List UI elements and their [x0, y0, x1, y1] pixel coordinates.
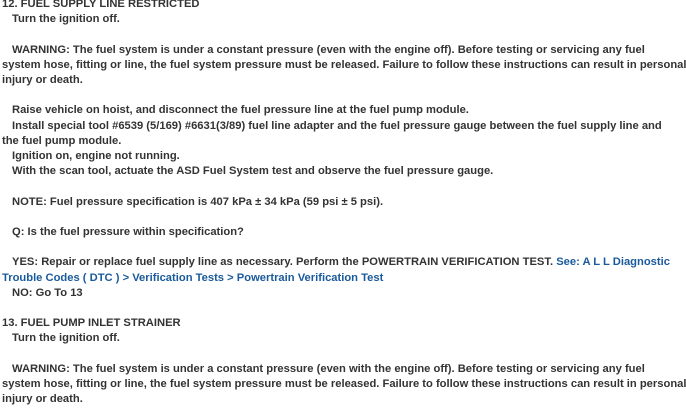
step-12-warning-line-1: WARNING: The fuel system is under a constant pressure (even with the engine off). Before testing or servicing any fuel [12, 43, 645, 56]
step-12-heading: 12. FUEL SUPPLY LINE RESTRICTED [2, 0, 200, 10]
step-13-warning-line-3: injury or death. [2, 393, 83, 406]
step-12-instruction-1: Raise vehicle on hoist, and disconnect the fuel pressure line at the fuel pump module. [12, 104, 469, 117]
diagnostic-link-part-1[interactable]: See: A L L Diagnostic [556, 256, 670, 269]
document-body [2, 0, 686, 407]
spacer [2, 179, 642, 194]
step-13-warning-line-2: system hose, fitting or line, the fuel system pressure must be released. Failure to follow these instructions can result in personal [2, 377, 686, 390]
step-13-action: Turn the ignition off. [12, 332, 120, 345]
spacer [2, 27, 642, 42]
step-12-yes-link-line-2 [2, 271, 642, 286]
step-12-instruction-3: Ignition on, engine not running. [12, 150, 180, 162]
step-12-no-answer: NO: Go To 13 [12, 286, 83, 299]
step-12-instruction-2-line-2: the fuel pump module. [2, 134, 122, 147]
step-12-note: NOTE: Fuel pressure specification is 407 kPa ± 34 kPa (59 psi ± 5 psi). [12, 195, 384, 208]
diagnostic-link-part-2[interactable]: Trouble Codes ( DTC ) > Verification Tests > Powertrain Verification Test [2, 271, 384, 284]
step-12-yes-answer [2, 255, 670, 270]
spacer [2, 301, 642, 316]
step-12-instruction-2-line-1: Install special tool #6539 (5/169) #6631(3/89) fuel line adapter and the fuel pressure gauge between the fuel supply line and [12, 119, 662, 132]
step-12-yes-text: YES: Repair or replace fuel supply line as necessary. Perform the POWERTRAIN VERIFICATION TEST. [12, 256, 557, 269]
step-12-warning-line-3: injury or death. [2, 74, 83, 86]
step-12-action: Turn the ignition off. [12, 13, 120, 26]
step-13-warning-line-1: WARNING: The fuel system is under a constant pressure (even with the engine off). Before testing or servicing any fuel [12, 362, 645, 375]
step-13-heading: 13. FUEL PUMP INLET STRAINER [2, 317, 181, 330]
spacer [2, 347, 642, 362]
spacer [2, 210, 642, 225]
step-12-question: Q: Is the fuel pressure within specification? [12, 225, 244, 238]
spacer [2, 240, 642, 255]
step-12-warning-line-2: system hose, fitting or line, the fuel system pressure must be released. Failure to follow these instructions can result in personal [2, 58, 686, 71]
spacer [2, 88, 642, 103]
step-12-instruction-4: With the scan tool, actuate the ASD Fuel System test and observe the fuel pressure gauge. [12, 165, 494, 178]
